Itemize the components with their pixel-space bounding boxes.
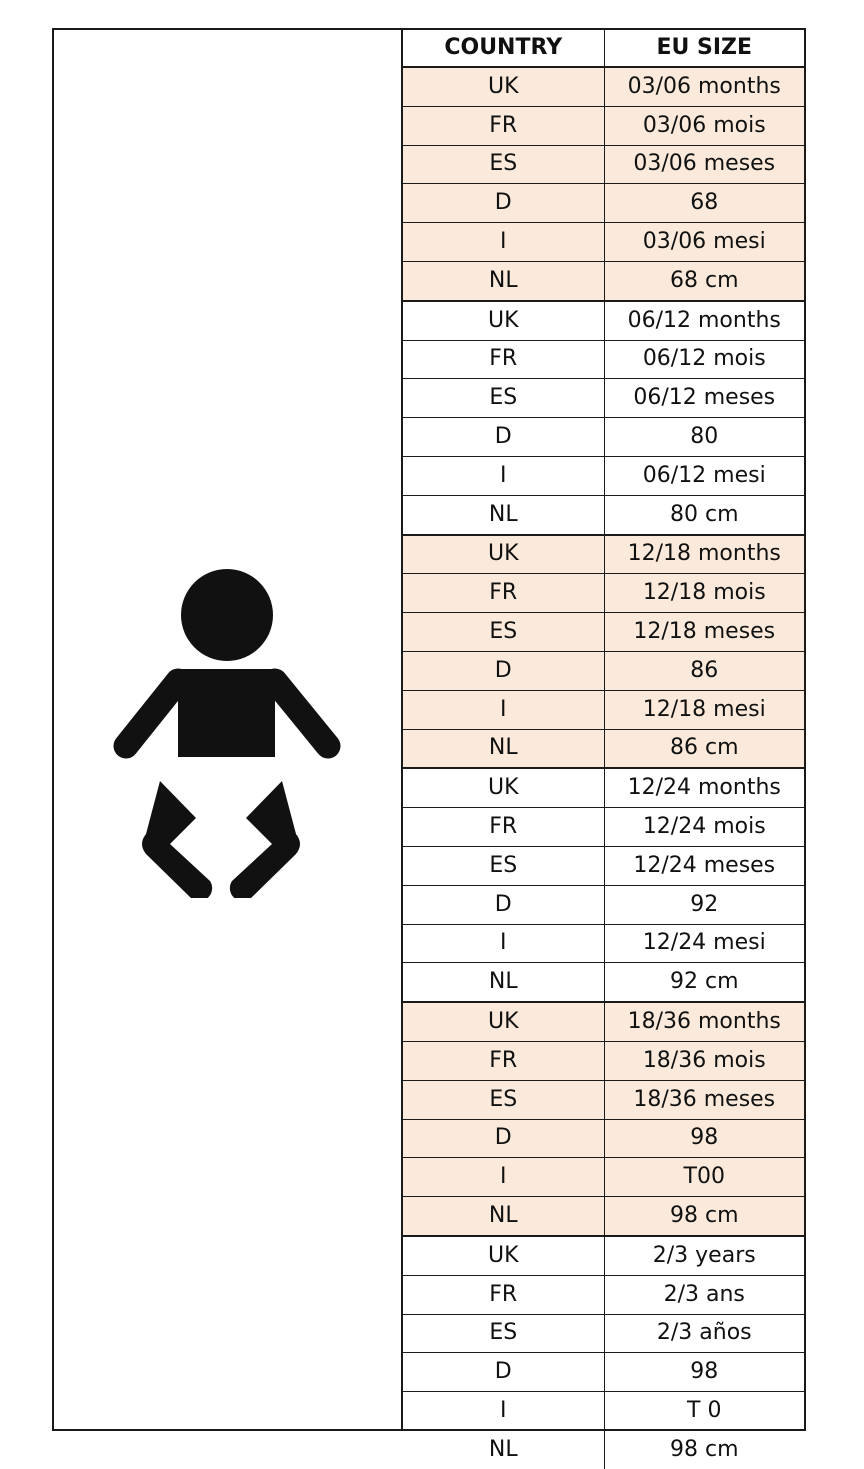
size-table: [403, 30, 804, 1469]
table-row: [403, 495, 804, 534]
eu-size-cell: 80: [604, 418, 804, 457]
eu-size-cell: 2/3 years: [604, 1236, 804, 1275]
country-cell: NL: [403, 261, 604, 300]
country-cell: FR: [403, 1041, 604, 1080]
eu-size-cell: 2/3 ans: [604, 1275, 804, 1314]
table-row: [403, 1353, 804, 1392]
eu-size-cell: 92: [604, 885, 804, 924]
table-row: [403, 456, 804, 495]
eu-size-cell: 03/06 mois: [604, 106, 804, 145]
table-row: [403, 846, 804, 885]
eu-size-cell: 06/12 mois: [604, 340, 804, 379]
table-row: [403, 808, 804, 847]
eu-size-cell: 12/18 meses: [604, 613, 804, 652]
table-row: [403, 223, 804, 262]
eu-size-cell: 98 cm: [604, 1197, 804, 1236]
country-cell: UK: [403, 535, 604, 574]
table-row: [403, 1392, 804, 1431]
country-cell: ES: [403, 1080, 604, 1119]
table-row: [403, 613, 804, 652]
table-row: [403, 1119, 804, 1158]
country-header: COUNTRY: [403, 30, 604, 67]
eu-size-cell: 12/24 months: [604, 768, 804, 807]
table-row: [403, 885, 804, 924]
country-cell: FR: [403, 1275, 604, 1314]
country-cell: UK: [403, 301, 604, 340]
eu-size-cell: 12/18 mesi: [604, 690, 804, 729]
eu-size-cell: 98: [604, 1119, 804, 1158]
table-row: [403, 261, 804, 300]
eu-size-cell: 98 cm: [604, 1430, 804, 1468]
eu-size-cell: 03/06 months: [604, 67, 804, 106]
table-row: [403, 768, 804, 807]
size-table-body: [403, 67, 804, 1469]
country-cell: ES: [403, 145, 604, 184]
table-row: [403, 1236, 804, 1275]
eu-size-cell: 06/12 months: [604, 301, 804, 340]
table-row: [403, 145, 804, 184]
country-cell: D: [403, 651, 604, 690]
eu-size-cell: 03/06 meses: [604, 145, 804, 184]
size-chart-frame: [52, 28, 806, 1462]
table-row: [403, 1002, 804, 1041]
table-row: [403, 1080, 804, 1119]
country-cell: NL: [403, 1430, 604, 1468]
table-row: [403, 1275, 804, 1314]
eu-size-cell: 18/36 mois: [604, 1041, 804, 1080]
table-row: [403, 1314, 804, 1353]
country-cell: FR: [403, 574, 604, 613]
eu-size-cell: 12/18 mois: [604, 574, 804, 613]
eu-size-cell: 06/12 meses: [604, 379, 804, 418]
country-cell: FR: [403, 340, 604, 379]
eu-size-cell: 68 cm: [604, 261, 804, 300]
country-cell: I: [403, 690, 604, 729]
country-cell: D: [403, 184, 604, 223]
country-cell: D: [403, 885, 604, 924]
eu-size-cell: 86 cm: [604, 729, 804, 768]
country-cell: ES: [403, 379, 604, 418]
country-cell: D: [403, 1353, 604, 1392]
eu-size-cell: 18/36 months: [604, 1002, 804, 1041]
eu-size-header: EU SIZE: [604, 30, 804, 67]
icon-panel: [54, 30, 403, 1429]
country-cell: I: [403, 924, 604, 963]
country-cell: UK: [403, 1002, 604, 1041]
country-cell: NL: [403, 729, 604, 768]
country-cell: ES: [403, 846, 604, 885]
country-cell: FR: [403, 106, 604, 145]
eu-size-cell: 80 cm: [604, 495, 804, 534]
table-row: [403, 106, 804, 145]
country-cell: I: [403, 1392, 604, 1431]
table-row: [403, 1041, 804, 1080]
country-cell: NL: [403, 1197, 604, 1236]
table-row: [403, 1197, 804, 1236]
eu-size-cell: 12/24 mois: [604, 808, 804, 847]
table-row: [403, 67, 804, 106]
table-row: [403, 690, 804, 729]
eu-size-cell: 03/06 mesi: [604, 223, 804, 262]
country-cell: UK: [403, 1236, 604, 1275]
country-cell: UK: [403, 768, 604, 807]
table-row: [403, 340, 804, 379]
country-cell: NL: [403, 495, 604, 534]
eu-size-cell: T00: [604, 1158, 804, 1197]
table-row: [403, 301, 804, 340]
country-cell: D: [403, 418, 604, 457]
country-cell: FR: [403, 808, 604, 847]
eu-size-cell: 92 cm: [604, 963, 804, 1002]
country-cell: I: [403, 456, 604, 495]
country-cell: NL: [403, 963, 604, 1002]
table-header-row: [403, 30, 804, 67]
eu-size-cell: T 0: [604, 1392, 804, 1431]
table-row: [403, 729, 804, 768]
country-cell: D: [403, 1119, 604, 1158]
table-row: [403, 184, 804, 223]
table-row: [403, 418, 804, 457]
table-row: [403, 963, 804, 1002]
table-row: [403, 1430, 804, 1468]
eu-size-cell: 2/3 años: [604, 1314, 804, 1353]
country-cell: ES: [403, 613, 604, 652]
country-cell: ES: [403, 1314, 604, 1353]
table-row: [403, 924, 804, 963]
table-row: [403, 535, 804, 574]
eu-size-cell: 12/24 meses: [604, 846, 804, 885]
country-cell: I: [403, 1158, 604, 1197]
eu-size-cell: 06/12 mesi: [604, 456, 804, 495]
table-row: [403, 574, 804, 613]
eu-size-cell: 86: [604, 651, 804, 690]
eu-size-cell: 68: [604, 184, 804, 223]
table-row: [403, 1158, 804, 1197]
country-cell: UK: [403, 67, 604, 106]
table-row: [403, 379, 804, 418]
table-row: [403, 651, 804, 690]
eu-size-cell: 98: [604, 1353, 804, 1392]
eu-size-cell: 18/36 meses: [604, 1080, 804, 1119]
baby-icon: [112, 568, 344, 898]
eu-size-cell: 12/24 mesi: [604, 924, 804, 963]
country-cell: I: [403, 223, 604, 262]
eu-size-cell: 12/18 months: [604, 535, 804, 574]
